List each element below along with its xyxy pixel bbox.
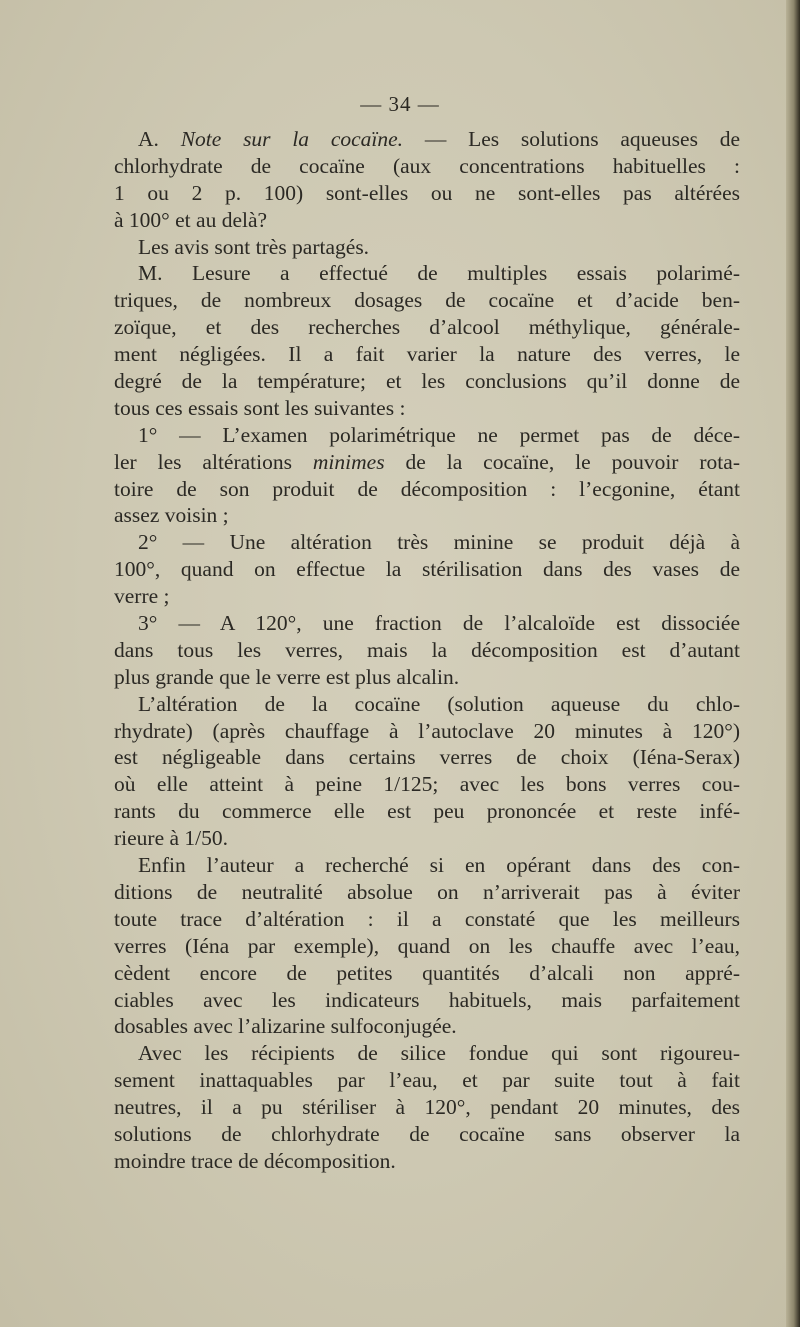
text-segment: Avec les récipients de silice fondue qui sont rigoureu- (138, 1041, 740, 1066)
text-segment: triques, de nombreux dosages de cocaïne et d’acide ben- (114, 288, 740, 313)
text-line (114, 960, 740, 987)
text-segment: dans tous les verres, mais la décomposition est d’autant (114, 637, 740, 662)
text-segment: cèdent encore de petites quantités d’alcali non appré- (114, 960, 740, 985)
text-segment: zoïque, et des recherches d’alcool méthylique, générale- (114, 315, 740, 340)
text-segment: ditions de neutralité absolue on n’arriverait pas à éviter (114, 879, 740, 904)
text-line (114, 906, 740, 933)
text-segment: 1 ou 2 p. 100) sont-elles ou ne sont-elles pas altérées (114, 180, 740, 205)
book-spine-shadow (786, 0, 800, 1327)
text-segment: L’altération de la cocaïne (solution aqueuse du chlo- (138, 691, 740, 716)
text-line (114, 1094, 740, 1121)
text-segment: moindre trace de décomposition. (114, 1148, 396, 1173)
text-line (114, 126, 740, 153)
text-segment: ment négligées. Il a fait varier la nature des verres, le (114, 342, 740, 367)
text-line (114, 556, 740, 583)
text-segment: 2° — Une altération très minine se produit déjà à (138, 530, 740, 555)
text-line (114, 825, 740, 852)
text-segment: 100°, quand on effectue la stérilisation dans des vases de (114, 557, 740, 582)
text-line (114, 422, 740, 449)
text-line (114, 1040, 740, 1067)
text-segment: assez voisin ; (114, 503, 229, 528)
text-line (114, 153, 740, 180)
text-line (114, 744, 740, 771)
text-line (114, 234, 740, 261)
text-segment: dosables avec l’alizarine sulfoconjugée. (114, 1014, 457, 1039)
text-segment: degré de la température; et les conclusions qu’il donne de (114, 369, 740, 394)
text-segment: — Les solutions aqueuses de (403, 127, 740, 151)
text-segment: 3° — A 120°, une fraction de l’alcaloïde est dissociée (138, 611, 740, 636)
text-segment: toute trace d’altération : il a constaté que les meilleurs (114, 906, 740, 931)
text-segment: plus grande que le verre est plus alcalin. (114, 664, 460, 689)
text-line (114, 718, 740, 745)
text-segment: rants du commerce elle est peu prononcée et reste infé- (114, 799, 740, 824)
text-segment: neutres, il a pu stériliser à 120°, pendant 20 minutes, des (114, 1095, 740, 1120)
text-line (114, 260, 740, 287)
text-line (114, 207, 740, 234)
text-segment: de la cocaïne, le pouvoir rota- (384, 449, 740, 474)
text-line (114, 852, 740, 879)
text-line (114, 798, 740, 825)
text-segment: verre ; (114, 584, 170, 609)
text-line (114, 610, 740, 637)
text-segment: ciables avec les indicateurs habituels, mais parfaitement (114, 987, 740, 1012)
text-segment: solutions de chlorhydrate de cocaïne sans observer la (114, 1121, 740, 1146)
page-number: — 34 — (360, 92, 440, 116)
text-segment: où elle atteint à peine 1/125; avec les bons verres cou- (114, 772, 740, 797)
text-line (114, 529, 740, 556)
text-segment: à 100° et au delà? (114, 207, 268, 232)
text-line (114, 664, 740, 691)
text-line (114, 1148, 740, 1175)
italic-text-segment: Note sur la cocaïne. (180, 127, 404, 151)
text-segment: tous ces essais sont les suivantes : (114, 395, 406, 420)
text-line (114, 879, 740, 906)
text-line (114, 314, 740, 341)
text-segment: Enfin l’auteur a recherché si en opérant dans des con- (138, 853, 740, 878)
italic-text-segment: minimes (312, 449, 385, 474)
text-line (114, 368, 740, 395)
text-line (114, 637, 740, 664)
text-segment: sement inattaquables par l’eau, et par suite tout à fait (114, 1068, 740, 1093)
text-segment: M. Lesure a effectué de multiples essais polarimé- (138, 261, 740, 286)
text-segment: 1° — L’examen polarimétrique ne permet pas de déce- (138, 422, 740, 447)
text-segment: toire de son produit de décomposition : l’ecgonine, étant (114, 476, 740, 501)
text-segment: A. (138, 127, 181, 151)
text-segment: rieure à 1/50. (114, 826, 229, 851)
text-line (114, 395, 740, 422)
text-line (114, 476, 740, 503)
text-line (114, 691, 740, 718)
text-line (114, 1067, 740, 1094)
text-line (114, 1013, 740, 1040)
text-segment: Les avis sont très partagés. (138, 234, 370, 259)
text-line (114, 987, 740, 1014)
text-segment: verres (Iéna par exemple), quand on les chauffe avec l’eau, (114, 933, 740, 958)
text-segment: est négligeable dans certains verres de choix (Iéna-Serax) (114, 745, 740, 770)
text-line (114, 771, 740, 798)
text-line (114, 341, 740, 368)
text-line (114, 502, 740, 529)
text-line (114, 583, 740, 610)
body-text (114, 126, 740, 1175)
text-line (114, 449, 740, 476)
text-line (114, 1121, 740, 1148)
text-segment: rhydrate) (après chauffage à l’autoclave 20 minutes à 120°) (114, 718, 740, 743)
text-segment: ler les altérations (114, 449, 313, 474)
text-line (114, 933, 740, 960)
text-line (114, 287, 740, 314)
text-segment: chlorhydrate de cocaïne (aux concentrations habituelles : (114, 153, 740, 178)
text-line (114, 180, 740, 207)
